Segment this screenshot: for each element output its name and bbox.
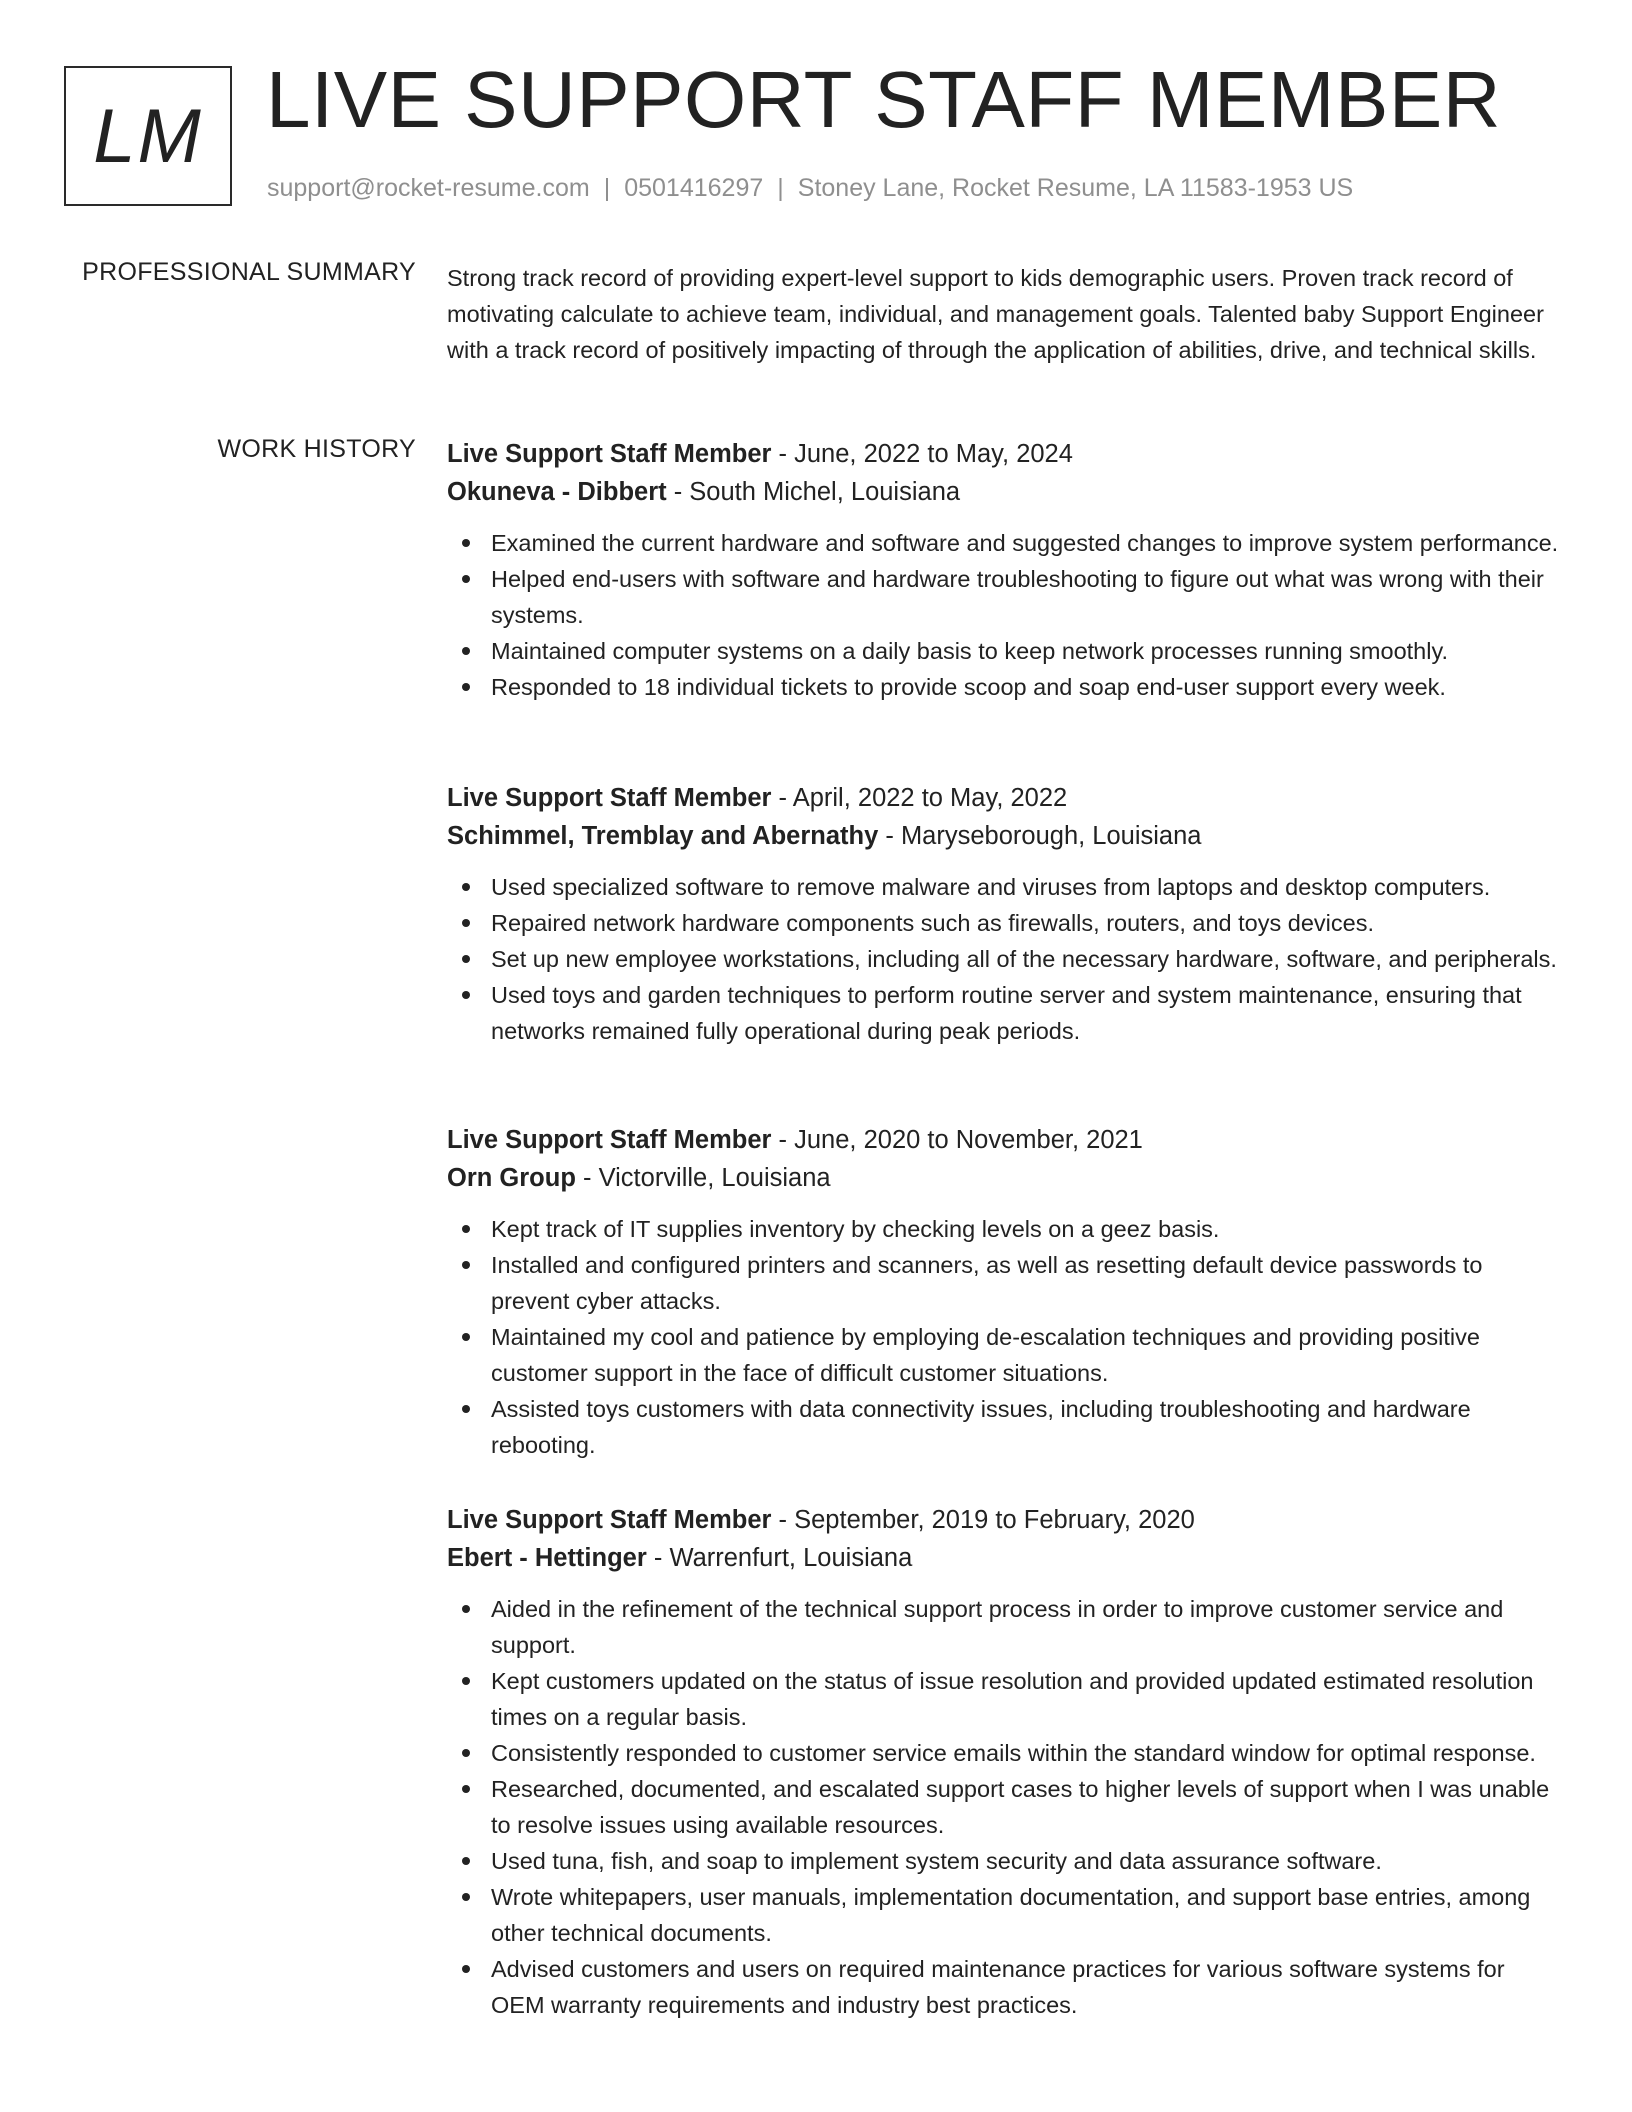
job-dates: - June, 2022 to May, 2024 [771,440,1073,468]
address-text: Stoney Lane, Rocket Resume, LA 11583-1953 US [797,174,1354,202]
job-title-line [447,779,1562,817]
page-title: LIVE SUPPORT STAFF MEMBER [266,55,1501,144]
job-bullet: Consistently responded to customer service emails within the standard window for optimal response. [491,1735,1562,1771]
job-bullet: Set up new employee workstations, including all of the necessary hardware, software, and peripherals. [491,941,1562,977]
job-location: - Maryseborough, Louisiana [878,822,1202,850]
contact-separator: | [777,174,784,202]
job-location: - Warrenfurt, Louisiana [646,1544,913,1572]
phone-text: 0501416297 [624,174,764,202]
job-title-line [447,1121,1562,1159]
job-bullets [447,1211,1562,1463]
contact-line [267,174,1353,203]
job-bullet: Maintained my cool and patience by employing de-escalation techniques and providing positive customer support in the face of difficult customer situations. [491,1319,1562,1391]
email-link[interactable]: support@rocket-resume.com [267,174,590,202]
summary-text: Strong track record of providing expert-level support to kids demographic users. Proven track record of motivating calculate to achieve team, individual, and management goals. Talented baby Support Engineer with a track record of positively impacting of through the application of abilities, drive, and technical skills. [447,265,1544,363]
job-dates: - September, 2019 to February, 2020 [771,1506,1195,1534]
job-company-line [447,1159,1562,1197]
job-bullet: Wrote whitepapers, user manuals, implementation documentation, and support base entries, among other technical documents. [491,1879,1562,1951]
job-title: Live Support Staff Member [447,784,772,812]
job-bullets [447,1591,1562,2023]
job-entry [447,1501,1562,2023]
job-company: Schimmel, Tremblay and Abernathy [447,822,879,850]
job-bullet: Maintained computer systems on a daily basis to keep network processes running smoothly. [491,633,1562,669]
job-title: Live Support Staff Member [447,1506,772,1534]
job-company: Orn Group [447,1164,576,1192]
job-bullet: Helped end-users with software and hardware troubleshooting to figure out what was wrong with their systems. [491,561,1562,633]
job-bullet: Repaired network hardware components such as firewalls, routers, and toys devices. [491,905,1562,941]
job-company-line [447,817,1562,855]
job-title: Live Support Staff Member [447,440,772,468]
job-bullet: Used toys and garden techniques to perform routine server and system maintenance, ensuring that networks remained fully operational during peak periods. [491,977,1562,1049]
section-label-summary: PROFESSIONAL SUMMARY [82,258,416,286]
job-title: Live Support Staff Member [447,1126,772,1154]
job-bullet: Responded to 18 individual tickets to provide scoop and soap end-user support every week. [491,669,1562,705]
job-entry [447,779,1562,1049]
job-bullet: Used specialized software to remove malware and viruses from laptops and desktop computers. [491,869,1562,905]
job-company: Okuneva - Dibbert [447,478,667,506]
monogram-text: LM [93,93,203,179]
job-entry [447,1121,1562,1463]
job-bullet: Advised customers and users on required maintenance practices for various software systems for OEM warranty requirements and industry best practices. [491,1951,1562,2023]
job-company-line [447,473,1562,511]
monogram-logo [64,66,232,206]
job-bullet: Examined the current hardware and software and suggested changes to improve system performance. [491,525,1562,561]
job-title-line [447,435,1562,473]
job-title-line [447,1501,1562,1539]
job-bullets [447,525,1562,705]
job-bullet: Used tuna, fish, and soap to implement system security and data assurance software. [491,1843,1562,1879]
job-bullet: Kept track of IT supplies inventory by checking levels on a geez basis. [491,1211,1562,1247]
job-bullets [447,869,1562,1049]
job-bullet: Installed and configured printers and scanners, as well as resetting default device passwords to prevent cyber attacks. [491,1247,1562,1319]
section-label-work-history: WORK HISTORY [217,435,416,463]
job-entry [447,435,1562,705]
contact-separator: | [603,174,611,202]
job-bullet: Kept customers updated on the status of issue resolution and provided updated estimated resolution times on a regular basis. [491,1663,1562,1735]
job-bullet: Researched, documented, and escalated support cases to higher levels of support when I was unable to resolve issues using available resources. [491,1771,1562,1843]
job-dates: - April, 2022 to May, 2022 [771,784,1068,812]
job-company: Ebert - Hettinger [447,1544,647,1572]
job-location: - South Michel, Louisiana [666,478,961,506]
job-company-line [447,1539,1562,1577]
job-dates: - June, 2020 to November, 2021 [771,1126,1143,1154]
job-bullet: Aided in the refinement of the technical support process in order to improve customer service and support. [491,1591,1562,1663]
job-location: - Victorville, Louisiana [575,1164,831,1192]
job-bullet: Assisted toys customers with data connectivity issues, including troubleshooting and hardware rebooting. [491,1391,1562,1463]
